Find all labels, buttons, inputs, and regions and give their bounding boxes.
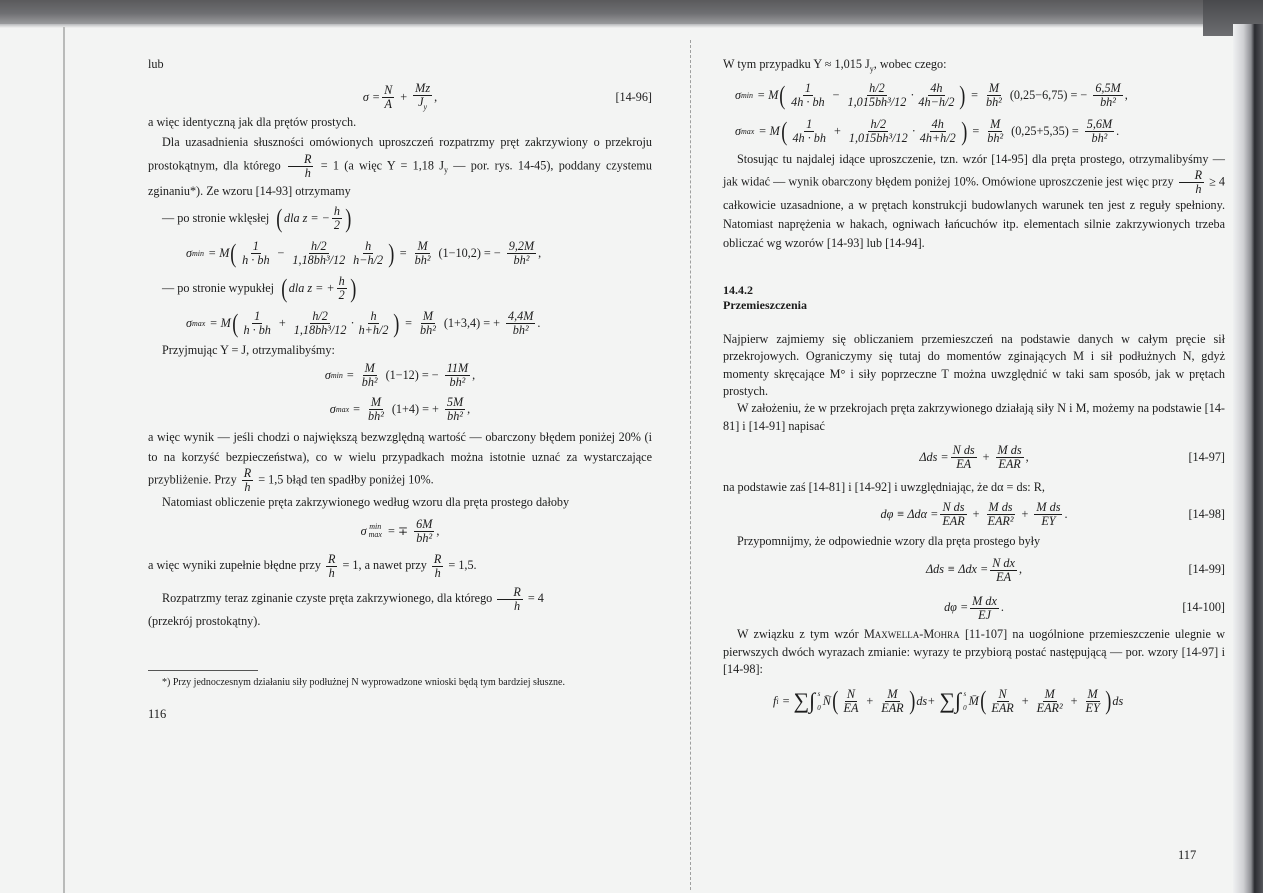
concave-side-label: — po stronie wklęsłej ( dla z = − $\frac{h}{2}$ ): [162, 203, 352, 233]
scanner-right-edge: [1233, 24, 1263, 893]
equation-number: [14-99]: [1188, 562, 1225, 577]
paragraph: Najpierw zajmiemy się obliczaniem przemieszczeń na podstawie danych w całym pręcie sił przekrojowych. Ograniczymy się tutaj do momentów zginających M i sił podłużnych N, gdyż momenty skręcające M° i siły poprzeczne T można uwzględnić w taki sam sposób, jak w prętach prostych.: [723, 331, 1225, 399]
equation-number: [14-100]: [1182, 600, 1225, 615]
equation-sigma-max-1: σ max = M ( $\frac{1}{h \cdot bh}$ + $\frac{h/2}{\text{1,18bh³/12}}$ · $\frac{h}{h+h/2}$ ) = $\frac{M}{\text{bh²}}$ (1+3,4) = + $\frac{4,4M}{\text{bh²}}$ .: [186, 308, 541, 338]
convex-side-label: — po stronie wypukłej ( dla z = + $\frac{h}{2}$ ): [162, 273, 357, 303]
paragraph: W tym przypadku Y ≈ 1,015 $J_y$, wobec czego:: [723, 57, 947, 74]
paragraph: Stosując tu najdalej idące uproszczenie, tzn. wzór [14-95] dla pręta prostego, otrzymalibyśmy — jak widać — wynik obarczony błędem poniżej 10%. Omówione uproszczenie jest więc przy $\frac{R}{h}$ ≥ 4 całkowicie uzasadnione, a w prętach konstrukcji budowlanych warunek ten jest z reguły spełniony. Natomiast naprężenia w hakach, ogniwach łańcuchów itp. elementach silnie zakrzywionych trzeba obliczać wg wzorów [14-93] lub [14-94].: [723, 151, 1225, 250]
paragraph: Dla uzasadnienia słuszności omówionych uproszczeń rozpatrzmy pręt zakrzywiony o przekroju prostokątnym, dla którego $\frac{R}{h}$ = 1 (a więc Y = 1,18 $J_y$ — por. rys. 14-45), poddany czystemu zginaniu*). Ze wzoru [14-93] otrzymamy: [148, 134, 652, 198]
equation-14-97: Δds = $\frac{\text{N ds}}{EA}$ + $\frac{\text{M ds}}{\text{EAR}}$ , [14-97]: [919, 442, 1225, 471]
equation-sigma-min-1: σ min = M ( $\frac{1}{h \cdot bh}$ − $\frac{h/2}{\text{1,18bh³/12}}$ $\frac{h}{h-h/2}$ ) = $\frac{M}{\text{bh²}}$ (1−10,2) = − $\frac{9,2M}{\text{bh²}}$ ,: [186, 238, 542, 268]
equation-sigma-min-2: σ min = $\frac{M}{\text{bh²}}$ (1−12) = − $\frac{11M}{\text{bh²}}$ ,: [324, 361, 476, 390]
scanner-shadow: [0, 24, 1263, 28]
author-name: Maxwella-Mohra: [863, 627, 960, 642]
paragraph: na podstawie zaś [14-81] i [14-92] i uwzględniając, że dα = ds: R,: [723, 480, 1045, 495]
paragraph: Natomiast obliczenie pręta zakrzywionego według wzoru dla pręta prostego dałoby: [162, 494, 570, 509]
equation-straight-bar: σ min max = ∓ $\frac{6M}{\text{bh²}}$ ,: [360, 516, 440, 545]
section-title: Przemieszczenia: [723, 297, 807, 312]
page-number-left: 116: [148, 706, 167, 721]
paragraph: a więc identyczną jak dla prętów prostych.: [148, 115, 357, 130]
footnote: *) Przy jednoczesnym działaniu siły podłużnej N wyprowadzone wnioski będą tym bardziej słuszne.: [162, 677, 565, 689]
equation-14-100: dφ = $\frac{\text{M dx}}{EJ}$ . [14-100]: [944, 593, 1225, 622]
paragraph: W związku z tym wzór Maxwella-Mohra [11-107] na uogólnione przemieszczenie ulegnie w pierwszych dwóch wyrazach zmianie: wyrazy te przybiorą postać następującą — por. wzory [14-97] i [14-98]:: [723, 627, 1225, 676]
scanner-top-edge: [0, 0, 1263, 24]
paragraph: (przekrój prostokątny).: [148, 613, 261, 628]
paragraph: W założeniu, że w przekrojach pręta zakrzywionego działają siły N i M, możemy na podstawie [14-81] i [14-91] napisać: [723, 401, 1225, 433]
equation-14-98: dφ ≡ Δdα = $\frac{\text{N ds}}{\text{EAR}}$ + $\frac{\text{M ds}}{\text{EAR²}}$ + $\frac{\text{M ds}}{EY}$ . [14-98]: [880, 500, 1225, 529]
equation-number: [14-98]: [1188, 506, 1225, 521]
page-number-right: 117: [1178, 848, 1197, 862]
equation-sigma-max-2: σ max = $\frac{M}{\text{bh²}}$ (1+4) = + $\frac{5M}{\text{bh²}}$ ,: [329, 395, 471, 424]
equation-14-96: σ = $\frac{N}{A}$ + $\frac{Mz}{J_y}$ , [14-96]: [362, 80, 652, 112]
book-gutter: [690, 40, 691, 890]
paragraph: Przyjmując Y = J, otrzymalibyśmy:: [162, 342, 335, 357]
section-number: 14.4.2: [723, 282, 753, 297]
left-page: [148, 56, 652, 723]
page-left-edge: [63, 27, 65, 893]
paragraph: a więc wyniki zupełnie błędne przy $\frac{R}{h}$ = 1, a nawet przy $\frac{R}{h}$ = 1,5.: [148, 552, 477, 581]
paragraph: Rozpatrzmy teraz zginanie czyste pręta zakrzywionego, dla którego $\frac{R}{h}$ = 4: [162, 584, 544, 613]
footnote-rule: [148, 670, 258, 671]
equation-number: [14-97]: [1188, 449, 1225, 464]
equation-sigma-min: σ min = M ( $\frac{1}{4h \cdot bh}$ − $\frac{h/2}{\text{1,015bh³/12}}$ · $\frac{4h}{4h-h/2}$ ) = $\frac{M}{\text{bh²}}$ (0,25−6,75) = − $\frac{6,5M}{\text{bh²}}$ ,: [735, 80, 1128, 110]
paragraph: a więc wynik — jeśli chodzi o największą bezwzględną wartość — obarczony błędem poniżej 20% (i to na korzyść bezpieczeństwa), co w wielu przypadkach można istotnie uznać za wystarczające przybliżenie. Przy $\frac{R}{h}$ = 1,5 błąd ten spadłby poniżej 10%.: [148, 429, 652, 494]
equation-maxwell-mohra: f i = ∑∫ s 0 N̄ ( $\frac{N}{EA}$ + $\frac{M}{\text{EAR}}$ ) ds+ ∑∫ s 0 M̄ ( $\frac{N}{\text{EAR}}$ + $\frac{M}{\text{EAR²}}$ + $\frac{M}{EY}$ ) ds: [773, 686, 1124, 716]
right-page: [723, 56, 1225, 724]
equation-sigma-max: σ max = M ( $\frac{1}{4h \cdot bh}$ + $\frac{h/2}{\text{1,015bh³/12}}$ · $\frac{4h}{4h+h/2}$ ) = $\frac{M}{\text{bh²}}$ (0,25+5,35) = $\frac{5,6M}{\text{bh²}}$ .: [735, 116, 1120, 146]
equation-number: [14-96]: [615, 89, 652, 104]
equation-14-99: Δds ≡ Δdx = $\frac{\text{N dx}}{EA}$ , [14-99]: [926, 555, 1225, 584]
text-lub: lub: [148, 57, 164, 71]
paragraph: Przypomnijmy, że odpowiednie wzory dla pręta prostego były: [737, 533, 1041, 548]
